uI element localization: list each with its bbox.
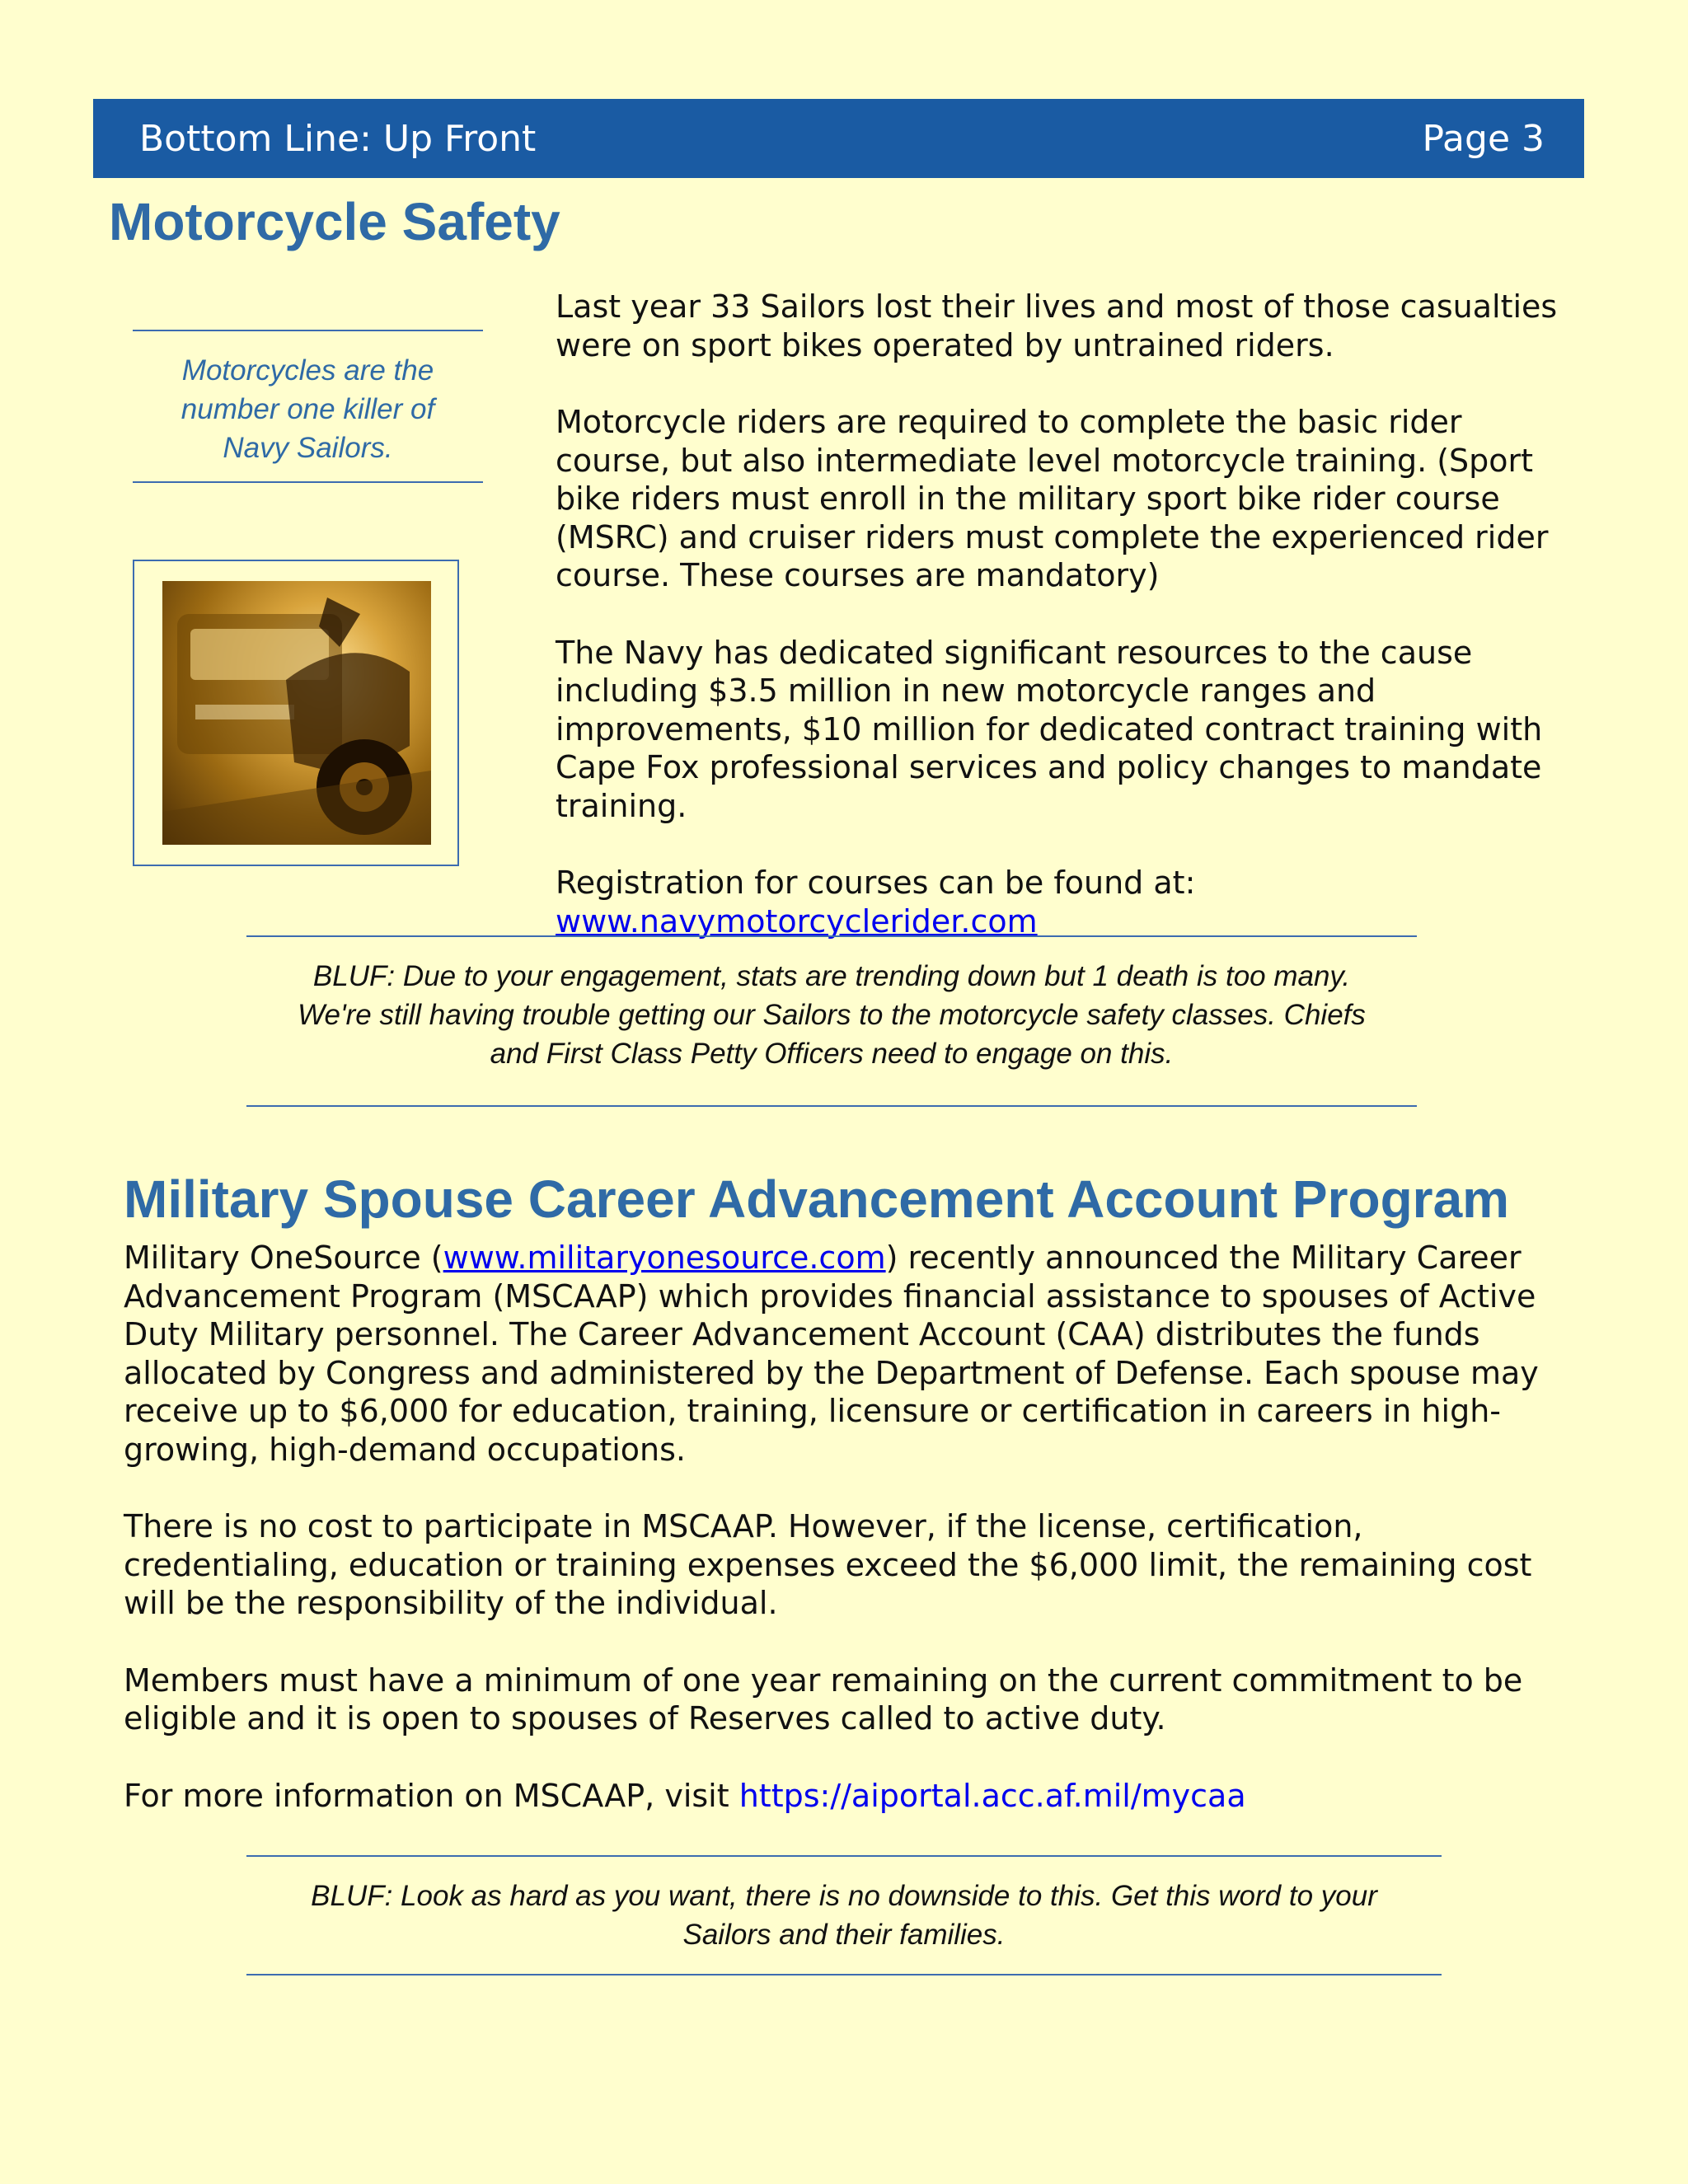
spouse-bluf-box [246,1855,1442,1975]
text-span: For more information on MSCAAP, visit [124,1777,739,1814]
paragraph: There is no cost to participate in MSCAAP. However, if the license, certification, credentialing, education or training expenses exceed the $6,000 limit, the remaining cost will be the responsibility of the individual. [124,1508,1532,1621]
page-number: Page 3 [1422,117,1545,160]
bluf-line: and First Class Petty Officers need to engage on this. [490,1038,1174,1070]
spouse-article [124,1239,1582,1815]
bluf-line: We're still having trouble getting our Sailors to the motorcycle safety classes. Chiefs [298,999,1366,1031]
paragraph [556,864,1586,940]
paragraph [124,1777,1582,1816]
paragraph: Last year 33 Sailors lost their lives and most of those casualties were on sport bikes operated by untrained riders. [556,288,1558,363]
pullquote-line: Navy Sailors. [223,432,393,464]
paragraph: Members must have a minimum of one year remaining on the current commitment to be eligible and it is open to spouses of Reserves called to active duty. [124,1661,1523,1736]
registration-text: Registration for courses can be found at: [556,865,1196,901]
motorcycle-illustration [162,581,431,845]
paragraph: The Navy has dedicated significant resources to the cause including $3.5 million in new motorcycle ranges and improvements, $10 million for dedicated contract training with Cape Fox professional services and policy changes to mandate training. [556,634,1543,824]
newsletter-title: Bottom Line: Up Front [139,117,537,160]
header-bar [93,99,1584,178]
bluf-line: BLUF: Look as hard as you want, there is no downside to this. Get this word to your [311,1880,1377,1912]
mycaa-portal-link[interactable]: https://aiportal.acc.af.mil/mycaa [738,1777,1246,1814]
bluf-line: BLUF: Due to your engagement, stats are trending down but 1 death is too many. [312,960,1351,992]
motorcycle-article [556,288,1586,940]
paragraph [124,1239,1582,1469]
motorcycle-bluf-box [246,935,1417,1107]
navy-motorcycle-rider-link[interactable]: www.navymotorcyclerider.com [556,902,1038,940]
military-onesource-link[interactable]: www.militaryonesource.com [443,1240,886,1276]
motorcycle-photo [162,581,431,845]
pullquote-line: Motorcycles are the [181,354,434,387]
photo-frame [133,560,459,866]
spouse-career-heading: Military Spouse Career Advancement Account Program [124,1169,1510,1229]
text-span: ) recently announced the Military Career Advancement Program (MSCAAP) which provides financial assistance to spouses of Active Duty Military personnel. The Career Advancement Account (CAA) distributes the funds allocated by Congress and administered by the Department of Defense. Each spouse may receive up to $6,000 for education, training, licensure or certification in careers in high-growing, high-demand occupations. [124,1240,1539,1468]
bluf-line: Sailors and their families. [682,1919,1006,1951]
text-span: Military OneSource ( [124,1240,443,1276]
motorcycle-safety-heading: Motorcycle Safety [109,192,560,251]
pullquote [133,330,483,483]
paragraph: Motorcycle riders are required to complete the basic rider course, but also intermediate level motorcycle training. (Sport bike riders must enroll in the military sport bike rider course (MSRC) and cruiser riders must complete the experienced rider course. These courses are mandatory) [556,404,1549,593]
pullquote-line: number one killer of [181,393,435,425]
